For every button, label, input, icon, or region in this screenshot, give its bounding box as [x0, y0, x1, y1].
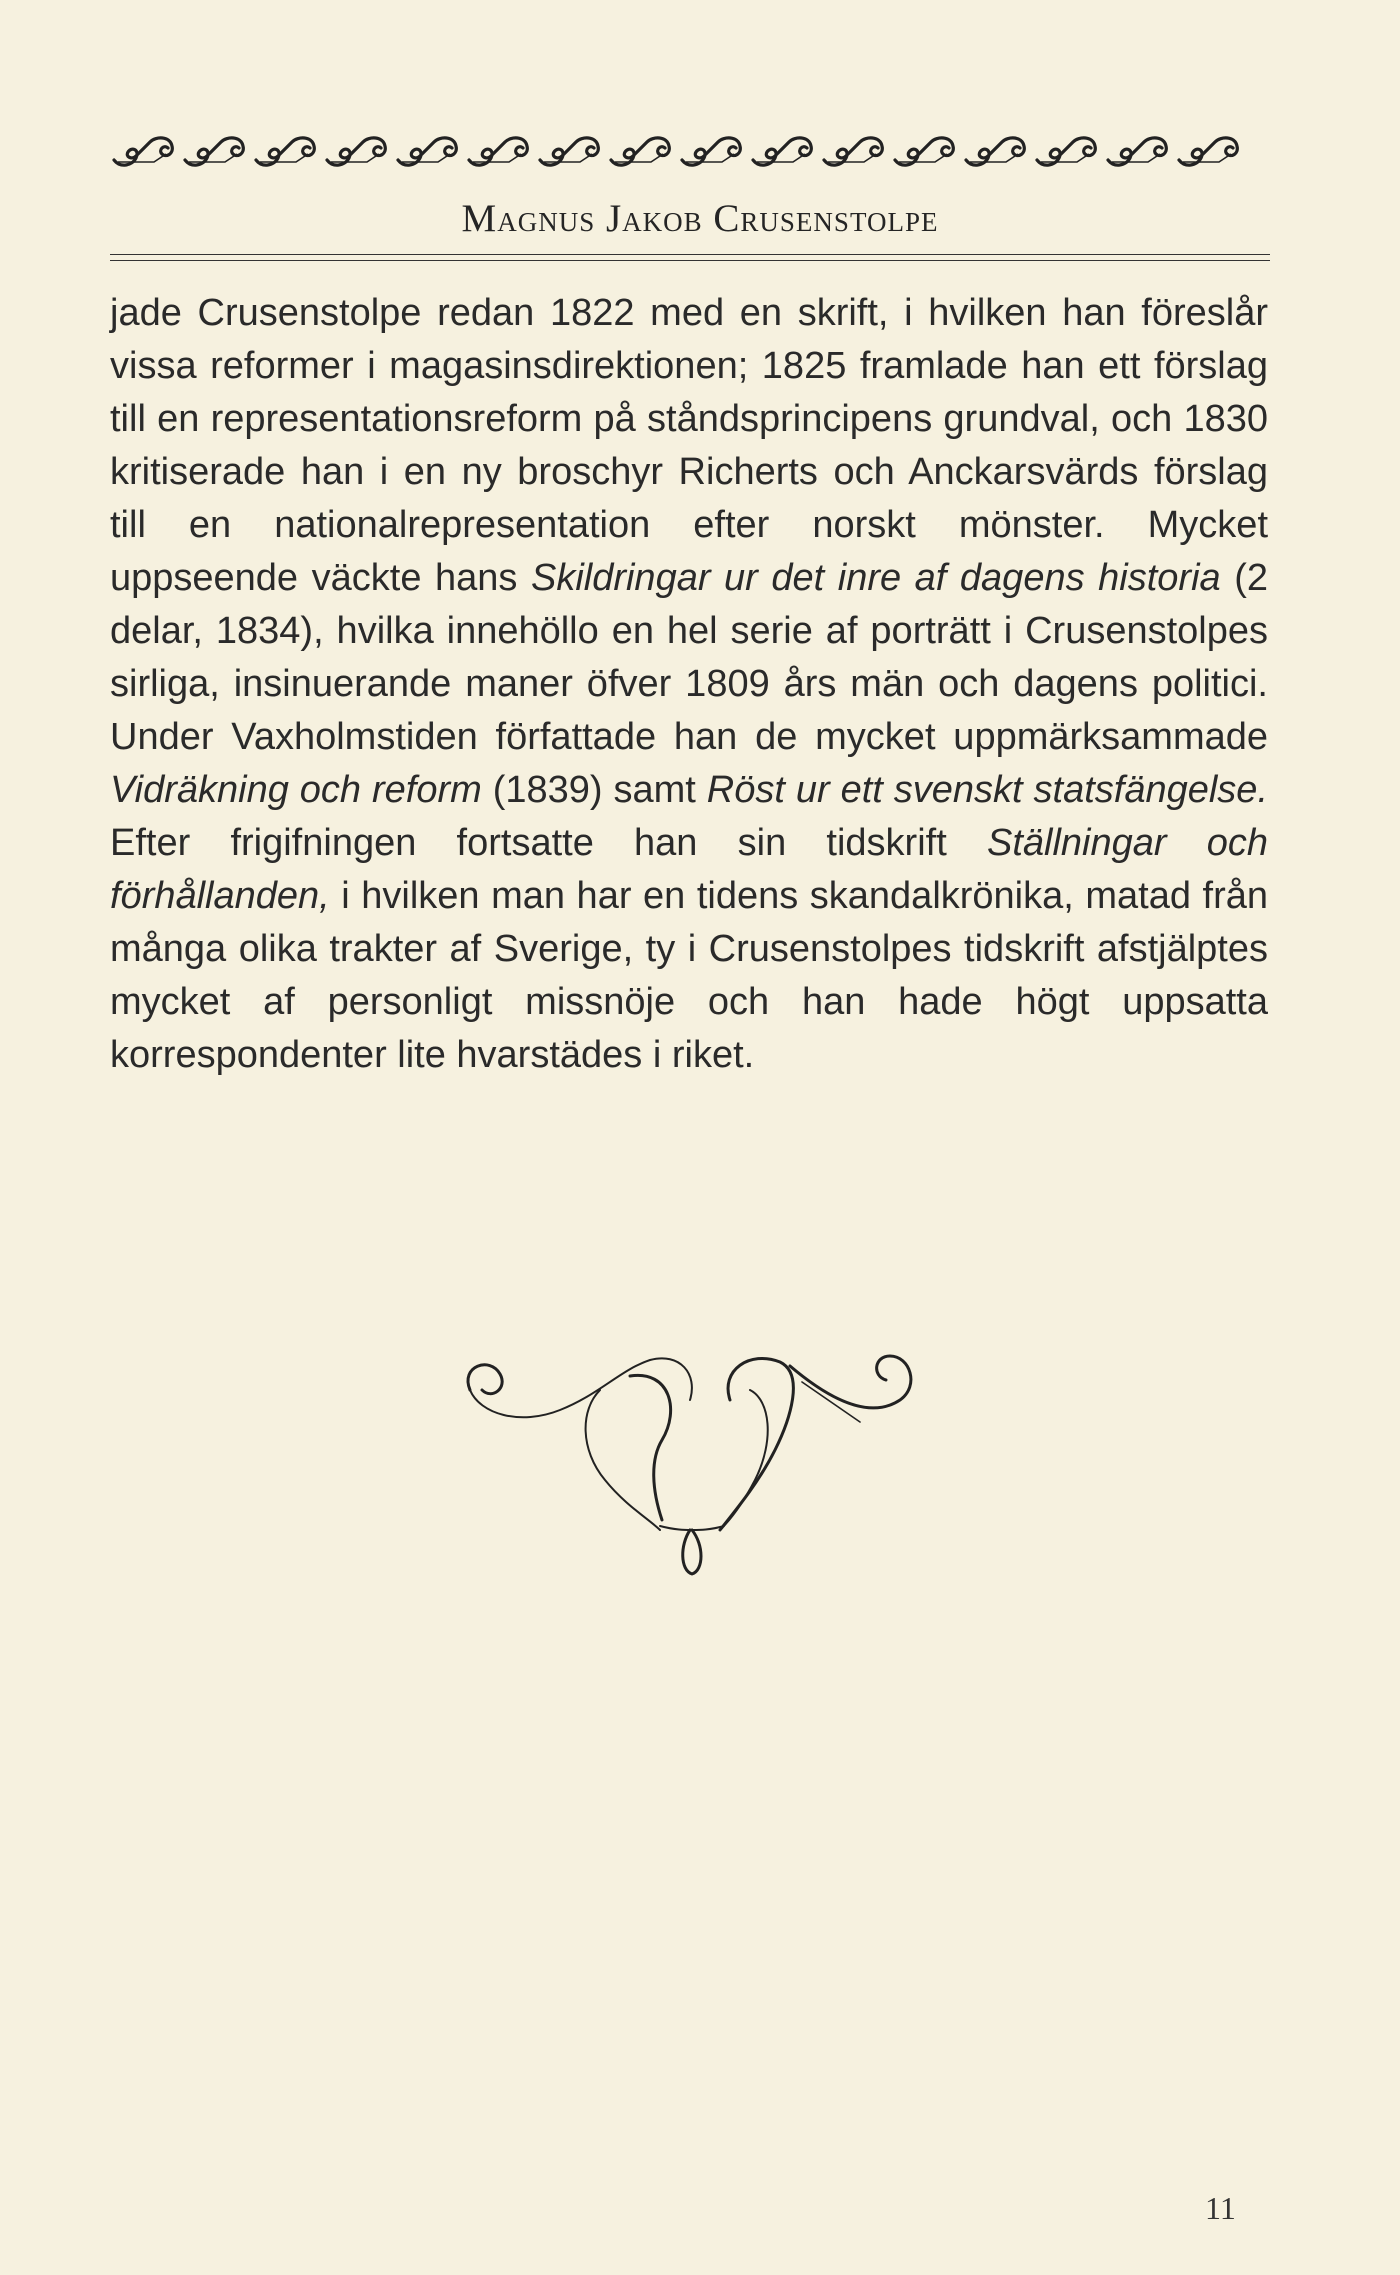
text-run: jade Crusenstolpe redan 1822 med en skrift, i hvilken han föreslår vissa reformer i magasinsdirektionen; 1825 framlade han ett förslag till en representationsreform på ståndsprincipens grundval, och 1830 kritiserade han i en ny broschyr Richerts och Anckarsvärds förslag till en nationalrepresentation efter norskt mönster. Mycket uppseende väckte hans — [110, 292, 1268, 599]
scroll-ornament-band-icon — [110, 132, 1272, 172]
work-title-skildringar: Skildringar ur det inre af dagens historia — [530, 557, 1221, 599]
text-run: i hvilken man har en tidens skandalkrönika, matad från många olika trakter af Sverige, ty i Crusenstolpes tidskrift afstjälptes mycket af personligt missnöje och han hade högt uppsatta korrespondenter lite hvarstädes i riket. — [110, 875, 1268, 1076]
text-run: Efter frigifningen fortsatte han sin tidskrift — [110, 822, 987, 864]
page-number: 11 — [1205, 2190, 1236, 2226]
body-paragraph — [110, 287, 1268, 1082]
text-run: (2 delar, 1834), hvilka innehöllo en hel serie af porträtt i Crusenstolpes sirliga, insinuerande maner öfver 1809 års män och dagens politici. Under Vaxholmstiden författade han de mycket uppmärksammade — [110, 557, 1268, 758]
work-title-stallningar: Ställningar och förhållanden, — [110, 822, 1268, 917]
work-title-vidrakning: Vidräkning och reform — [110, 769, 482, 811]
running-head: Magnus Jakob Crusenstolpe — [461, 197, 939, 240]
heart-fleuron-icon — [430, 1330, 950, 1590]
work-title-rost: Röst ur ett svenskt statsfängelse. — [706, 769, 1268, 811]
header-rule-top — [110, 254, 1270, 255]
header-rule-bottom — [110, 260, 1270, 261]
text-run: (1839) samt — [481, 769, 707, 811]
